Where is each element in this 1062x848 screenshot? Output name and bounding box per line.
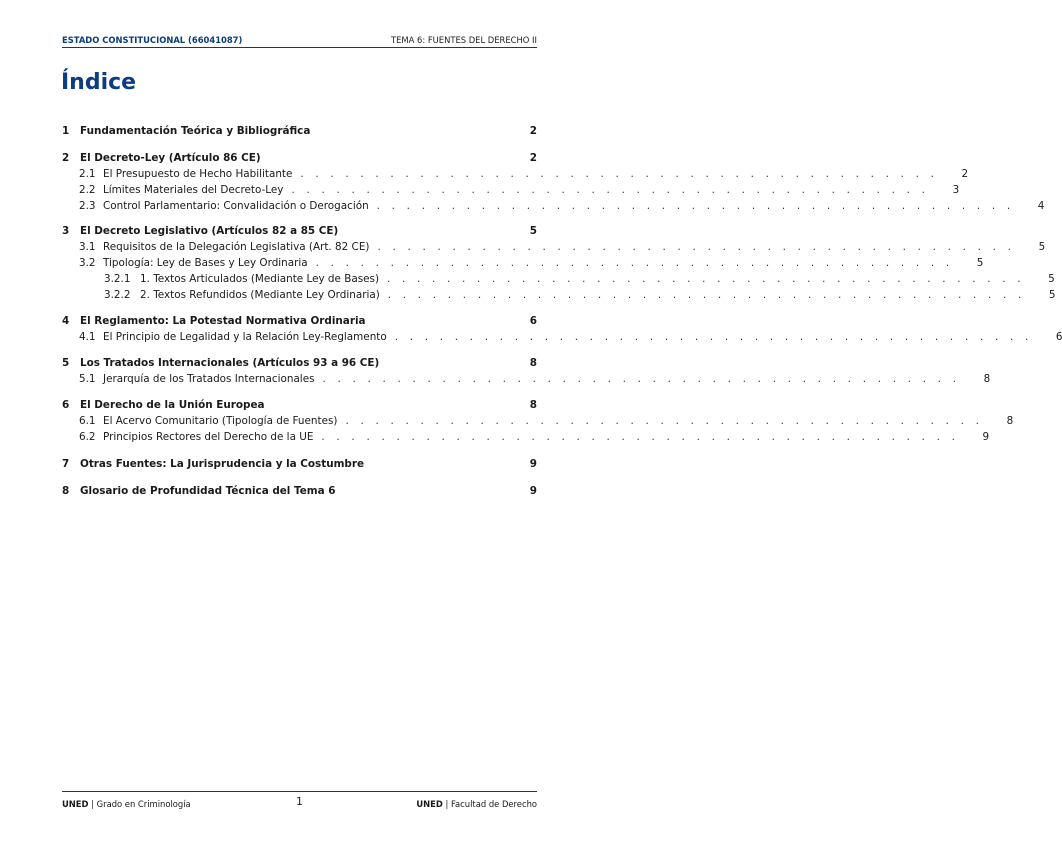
toc-title: Glosario de Profundidad Técnica del Tema 6 [80,485,336,497]
toc-title: El Acervo Comunitario (Tipología de Fuentes) [103,415,338,427]
page-number: 1 [296,796,303,808]
toc-title: 2. Textos Refundidos (Mediante Ley Ordinaria) [140,289,380,301]
toc-entry-7[interactable] [62,455,537,471]
toc-number: 3.2.1 [104,273,131,285]
toc-entry-6-2[interactable] [62,428,990,444]
toc-page: 8 [529,399,537,411]
toc-number: 6.2 [79,431,96,443]
dot-leader: . . . . . . . . . . . . . . . . . . . . . . . . . . . . . . . . . . . . . . . . . . . [291,184,930,196]
toc-entry-2-2[interactable] [62,181,960,197]
page-footer [62,791,537,816]
toc-number: 1 [62,125,70,137]
toc-page: 2 [529,152,537,164]
page-header [62,33,537,48]
toc-number: 6 [62,399,70,411]
toc-entry-2[interactable] [62,149,537,165]
toc-title: Control Parlamentario: Convalidación o Derogación [103,200,369,212]
toc-page: 8 [529,357,537,369]
course-code-label: ESTADO CONSTITUCIONAL (66041087) [62,35,243,45]
toc-number: 4.1 [79,331,96,343]
toc-entry-3-1[interactable] [62,238,1046,254]
dot-leader: . . . . . . . . . . . . . . . . . . . . . . . . . . . . . . . . . . . . . . . . . . . [300,168,939,180]
toc-number: 3.2.2 [104,289,131,301]
toc-entry-8[interactable] [62,482,537,498]
toc-entry-2-3[interactable] [62,197,1045,213]
toc-title: El Reglamento: La Potestad Normativa Ordinaria [80,315,366,327]
toc-page: 5 [976,257,984,269]
toc-number: 3.2 [79,257,96,269]
toc-entry-3-2-1[interactable] [62,270,1055,286]
toc-entry-3[interactable] [62,222,537,238]
footer-left-brand: UNED [62,799,89,809]
toc-title: El Presupuesto de Hecho Habilitante [103,168,293,180]
chapter-label: TEMA 6: FUENTES DEL DERECHO II [391,35,537,45]
toc-page: 9 [529,485,537,497]
toc-page: 2 [961,168,969,180]
toc-page: 5 [529,225,537,237]
toc-entry-3-2[interactable] [62,254,984,270]
toc-number: 4 [62,315,70,327]
toc-number: 2.1 [79,168,96,180]
toc-page: 5 [1048,289,1056,301]
toc-entry-6[interactable] [62,396,537,412]
toc-entry-1[interactable] [62,122,537,138]
dot-leader: . . . . . . . . . . . . . . . . . . . . . . . . . . . . . . . . . . . . . . . . . . . [376,200,1015,212]
toc-title: Otras Fuentes: La Jurisprudencia y la Costumbre [80,458,365,470]
footer-right-text: | Facultad de Derecho [442,799,537,809]
dot-leader: . . . . . . . . . . . . . . . . . . . . . . . . . . . . . . . . . . . . . . . . . . . [345,415,984,427]
toc-entry-5[interactable] [62,354,537,370]
toc-entry-4-1[interactable] [62,328,1062,344]
toc-title: 1. Textos Articulados (Mediante Ley de Bases) [140,273,379,285]
dot-leader: . . . . . . . . . . . . . . . . . . . . . . . . . . . . . . . . . . . . . . . . . . . [387,273,1025,285]
toc-page: 6 [1055,331,1062,343]
toc-page: 5 [1048,273,1055,285]
toc-title: El Principio de Legalidad y la Relación Ley-Reglamento [103,331,387,343]
toc-title: El Derecho de la Unión Europea [80,399,265,411]
toc-page: 9 [529,458,537,470]
toc-title: Límites Materiales del Decreto-Ley [103,184,284,196]
footer-left-text: | Grado en Criminología [88,799,191,809]
toc-title: El Decreto Legislativo (Artículos 82 a 85 CE) [80,225,339,237]
dot-leader: . . . . . . . . . . . . . . . . . . . . . . . . . . . . . . . . . . . . . . . . . . . [315,257,954,269]
toc-entry-5-1[interactable] [62,370,991,386]
toc-page: 6 [529,315,537,327]
toc-title: Tipología: Ley de Bases y Ley Ordinaria [103,257,308,269]
toc-page: 9 [982,431,990,443]
toc-title: Jerarquía de los Tratados Internacionales [103,373,315,385]
toc-page: 8 [1006,415,1014,427]
toc-title: Principios Rectores del Derecho de la UE [103,431,314,443]
dot-leader: . . . . . . . . . . . . . . . . . . . . . . . . . . . . . . . . . . . . . . . . . . . [322,373,961,385]
toc-number: 7 [62,458,70,470]
dot-leader: . . . . . . . . . . . . . . . . . . . . . . . . . . . . . . . . . . . . . . . . . . . [321,431,960,443]
dot-leader: . . . . . . . . . . . . . . . . . . . . . . . . . . . . . . . . . . . . . . . . . . . [387,289,1026,301]
toc-title: Requisitos de la Delegación Legislativa (Art. 82 CE) [103,241,370,253]
footer-right [416,798,537,810]
toc-entry-2-1[interactable] [62,165,969,181]
toc-number: 5 [62,357,70,369]
toc-page: 5 [1038,241,1046,253]
toc-title: Fundamentación Teórica y Bibliográfica [80,125,311,137]
toc-entry-6-1[interactable] [62,412,1014,428]
dot-leader: . . . . . . . . . . . . . . . . . . . . . . . . . . . . . . . . . . . . . . . . . . . [377,241,1016,253]
toc-title: El Decreto-Ley (Artículo 86 CE) [80,152,261,164]
toc-number: 8 [62,485,70,497]
toc-number: 2.2 [79,184,96,196]
toc-number: 6.1 [79,415,96,427]
toc-title: Los Tratados Internacionales (Artículos 93 a 96 CE) [80,357,380,369]
toc-page: 4 [1037,200,1045,212]
page-title: Índice [61,70,137,95]
dot-leader: . . . . . . . . . . . . . . . . . . . . . . . . . . . . . . . . . . . . . . . . . . . [394,331,1033,343]
toc-number: 2.3 [79,200,96,212]
toc-page: 8 [983,373,991,385]
toc-number: 3.1 [79,241,96,253]
toc-page: 3 [952,184,960,196]
toc-entry-4[interactable] [62,312,537,328]
footer-right-brand: UNED [416,799,443,809]
toc-number: 5.1 [79,373,96,385]
toc-number: 3 [62,225,70,237]
toc-entry-3-2-2[interactable] [62,286,1056,302]
toc-number: 2 [62,152,70,164]
toc-page: 2 [529,125,537,137]
